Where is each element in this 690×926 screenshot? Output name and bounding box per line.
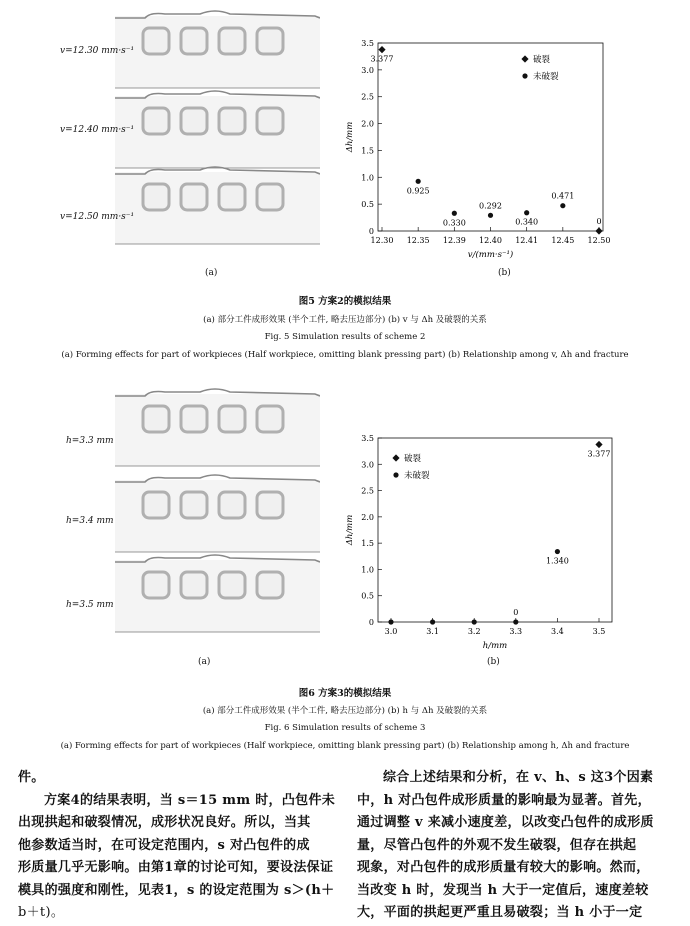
y-tick-label: 1.0 <box>361 173 374 183</box>
workpiece-strip <box>115 11 320 88</box>
y-axis-label: Δh/mm <box>345 121 355 153</box>
y-tick-label: 3.0 <box>361 460 374 470</box>
x-tick-label: 3.3 <box>509 627 523 636</box>
fig5-sub-b: (b) <box>498 268 511 278</box>
boss-cell <box>219 572 245 598</box>
boss-cell <box>257 184 283 210</box>
fig6-sub-b: (b) <box>487 657 500 667</box>
body-line: 件。 <box>18 770 45 785</box>
x-tick-label: 12.45 <box>551 236 575 245</box>
fig6-sub-a: (a) <box>198 657 211 667</box>
legend-label-no-fracture: 未破裂 <box>404 471 430 481</box>
fig5-workpiece-image <box>105 10 320 250</box>
fig5-sub-en: (a) Forming effects for part of workpieces (Half workpiece, omitting blank pressing part) (b) Relationship among v, Δh and fracture <box>61 350 629 360</box>
boss-cell <box>257 108 283 134</box>
data-label: 3.377 <box>587 449 611 459</box>
boss-cell <box>257 572 283 598</box>
fig6-sub-en: (a) Forming effects for part of workpieces (Half workpiece, omitting blank pressing part) (b) Relationship among h, Δh and fracture <box>60 741 630 751</box>
x-tick-label: 12.40 <box>479 236 502 245</box>
x-tick-label: 12.30 <box>370 236 394 245</box>
y-tick-label: 0 <box>368 227 374 236</box>
boss-cell <box>257 492 283 518</box>
body-line: 中，h 对凸包件成形质量的影响最为显著。首先， <box>357 792 651 808</box>
y-axis-label: Δh/mm <box>345 514 355 546</box>
x-tick-label: 3.2 <box>467 627 481 636</box>
data-label: 0.340 <box>515 217 539 227</box>
boss-cell <box>143 28 169 54</box>
data-point-fracture <box>595 227 602 234</box>
fig5-sub-a: (a) <box>205 268 218 278</box>
body-line: 出现拱起和破裂情况，成形状况良好。所以，当其 <box>18 815 311 830</box>
y-tick-label: 1.0 <box>361 565 374 575</box>
legend-label-no-fracture: 未破裂 <box>533 72 559 82</box>
boss-cell <box>143 108 169 134</box>
x-tick-label: 12.50 <box>587 236 611 245</box>
legend-diamond-marker <box>392 454 399 461</box>
data-point <box>452 211 457 216</box>
workpiece-strip <box>115 555 320 632</box>
y-tick-label: 0 <box>368 618 374 627</box>
boss-cell <box>181 492 207 518</box>
legend-label-fracture: 破裂 <box>404 454 422 464</box>
boss-cell <box>219 492 245 518</box>
fig6-sub-cn: (a) 部分工件成形效果 (半个工件, 略去压边部分) (b) h 与 Δh 及破裂的关系 <box>202 706 488 716</box>
data-point-fracture <box>595 441 602 448</box>
data-label: 0 <box>513 608 519 617</box>
boss-cell <box>143 184 169 210</box>
boss-cell <box>181 572 207 598</box>
data-point <box>513 619 518 624</box>
data-point <box>430 619 435 624</box>
fig6-label-1: h=3.3 mm <box>66 436 114 446</box>
data-label: 0.925 <box>406 186 430 196</box>
x-tick-label: 12.41 <box>515 236 539 245</box>
y-tick-label: 1.5 <box>361 146 374 156</box>
x-tick-label: 3.1 <box>426 627 439 636</box>
data-point <box>472 619 477 624</box>
boss-cell <box>219 406 245 432</box>
fig6-label-3: h=3.5 mm <box>66 600 114 610</box>
legend <box>392 453 430 481</box>
data-label: 3.377 <box>370 54 394 64</box>
body-line: 综合上述结果和分析，在 v、h、s 这3个因素 <box>383 770 654 785</box>
boss-cell <box>181 184 207 210</box>
data-point-fracture <box>378 46 385 53</box>
fig5-title-en: Fig. 5 Simulation results of scheme 2 <box>264 332 426 342</box>
x-axis-label: h/mm <box>482 641 508 651</box>
boss-cell <box>143 492 169 518</box>
plot-frame <box>378 438 612 622</box>
body-line: 当改变 h 时，发现当 h 大于一定值后，速度差较 <box>357 882 649 898</box>
legend-diamond-marker <box>521 55 528 62</box>
body-line: 形质量几乎无影响。由第1章的讨论可知，要设法保证 <box>18 860 334 875</box>
data-point <box>524 210 529 215</box>
data-point <box>560 203 565 208</box>
fig5-sub-cn: (a) 部分工件成形效果 (半个工件, 略去压边部分) (b) v 与 Δh 及破裂的关系 <box>203 315 487 325</box>
workpiece-strip <box>115 389 320 466</box>
fig6-title-en: Fig. 6 Simulation results of scheme 3 <box>264 723 426 733</box>
fig5-label-1: v=12.30 mm·s⁻¹ <box>60 46 135 56</box>
y-tick-label: 0.5 <box>361 200 374 210</box>
y-tick-label: 3.5 <box>361 434 374 443</box>
legend-circle-marker <box>522 73 527 78</box>
body-text-right <box>357 767 677 925</box>
data-label: 1.340 <box>545 556 569 566</box>
y-tick-label: 3.0 <box>361 65 374 75</box>
x-tick-label: 12.35 <box>406 236 430 245</box>
boss-cell <box>181 108 207 134</box>
boss-cell <box>143 572 169 598</box>
body-line: 他参数适当时，在可设定范围内，s 对凸包件的成 <box>18 837 310 853</box>
fig5-label-3: v=12.50 mm·s⁻¹ <box>60 212 135 222</box>
y-tick-label: 1.5 <box>361 539 374 549</box>
y-tick-label: 2.5 <box>361 486 374 496</box>
data-point <box>416 179 421 184</box>
x-tick-label: 12.39 <box>442 236 466 245</box>
body-line: 大，平面的拱起更严重且易破裂；当 h 小于一定 <box>357 905 643 920</box>
fig5-title-cn: 图5 方案2的模拟结果 <box>298 296 392 307</box>
boss-cell <box>257 28 283 54</box>
y-tick-label: 2.5 <box>361 92 374 102</box>
x-tick-label: 3.4 <box>551 627 564 636</box>
y-tick-label: 3.5 <box>361 39 374 48</box>
x-tick-label: 3.5 <box>592 627 606 636</box>
boss-cell <box>181 406 207 432</box>
y-tick-label: 2.0 <box>361 512 374 522</box>
fig6-scatter-chart <box>340 430 640 655</box>
fig6-workpiece-image <box>105 388 320 648</box>
boss-cell <box>219 108 245 134</box>
workpiece-strip <box>115 475 320 552</box>
workpiece-strip <box>115 91 320 168</box>
body-line: 方案4的结果表明，当 s＝15 mm 时，凸包件未 <box>44 792 336 808</box>
boss-cell <box>219 28 245 54</box>
legend <box>521 54 559 82</box>
y-tick-label: 0.5 <box>361 591 374 601</box>
data-label: 0.471 <box>551 191 575 201</box>
x-axis-label: v/(mm·s⁻¹) <box>467 250 514 260</box>
y-tick-label: 2.0 <box>361 119 374 129</box>
data-point <box>488 213 493 218</box>
body-line: 现象，对凸包件的成形质量有较大的影响。然而， <box>357 860 650 875</box>
data-label: 0 <box>596 217 602 226</box>
data-label: 0.292 <box>479 201 502 211</box>
body-line: 通过调整 v 来减小速度差，以改变凸包件的成形质 <box>357 815 654 830</box>
boss-cell <box>143 406 169 432</box>
fig5-label-2: v=12.40 mm·s⁻¹ <box>60 125 135 135</box>
legend-circle-marker <box>393 472 398 477</box>
boss-cell <box>181 28 207 54</box>
fig5-scatter-chart <box>340 35 640 265</box>
body-line: b＋t)。 <box>18 905 65 920</box>
x-tick-label: 3.0 <box>384 627 398 636</box>
body-text-left <box>18 767 336 925</box>
boss-cell <box>257 406 283 432</box>
boss-cell <box>219 184 245 210</box>
body-line: 模具的强度和刚性，见表1，s 的设定范围为 s＞(h＋ <box>18 882 335 898</box>
legend-label-fracture: 破裂 <box>533 55 551 65</box>
workpiece-strip <box>115 167 320 244</box>
data-label: 0.330 <box>442 218 466 228</box>
body-line: 量，尽管凸包件的外观不发生破裂，但存在拱起 <box>357 837 637 853</box>
fig6-label-2: h=3.4 mm <box>66 516 114 526</box>
data-point <box>555 549 560 554</box>
data-point <box>388 619 393 624</box>
fig6-title-cn: 图6 方案3的模拟结果 <box>298 688 392 699</box>
